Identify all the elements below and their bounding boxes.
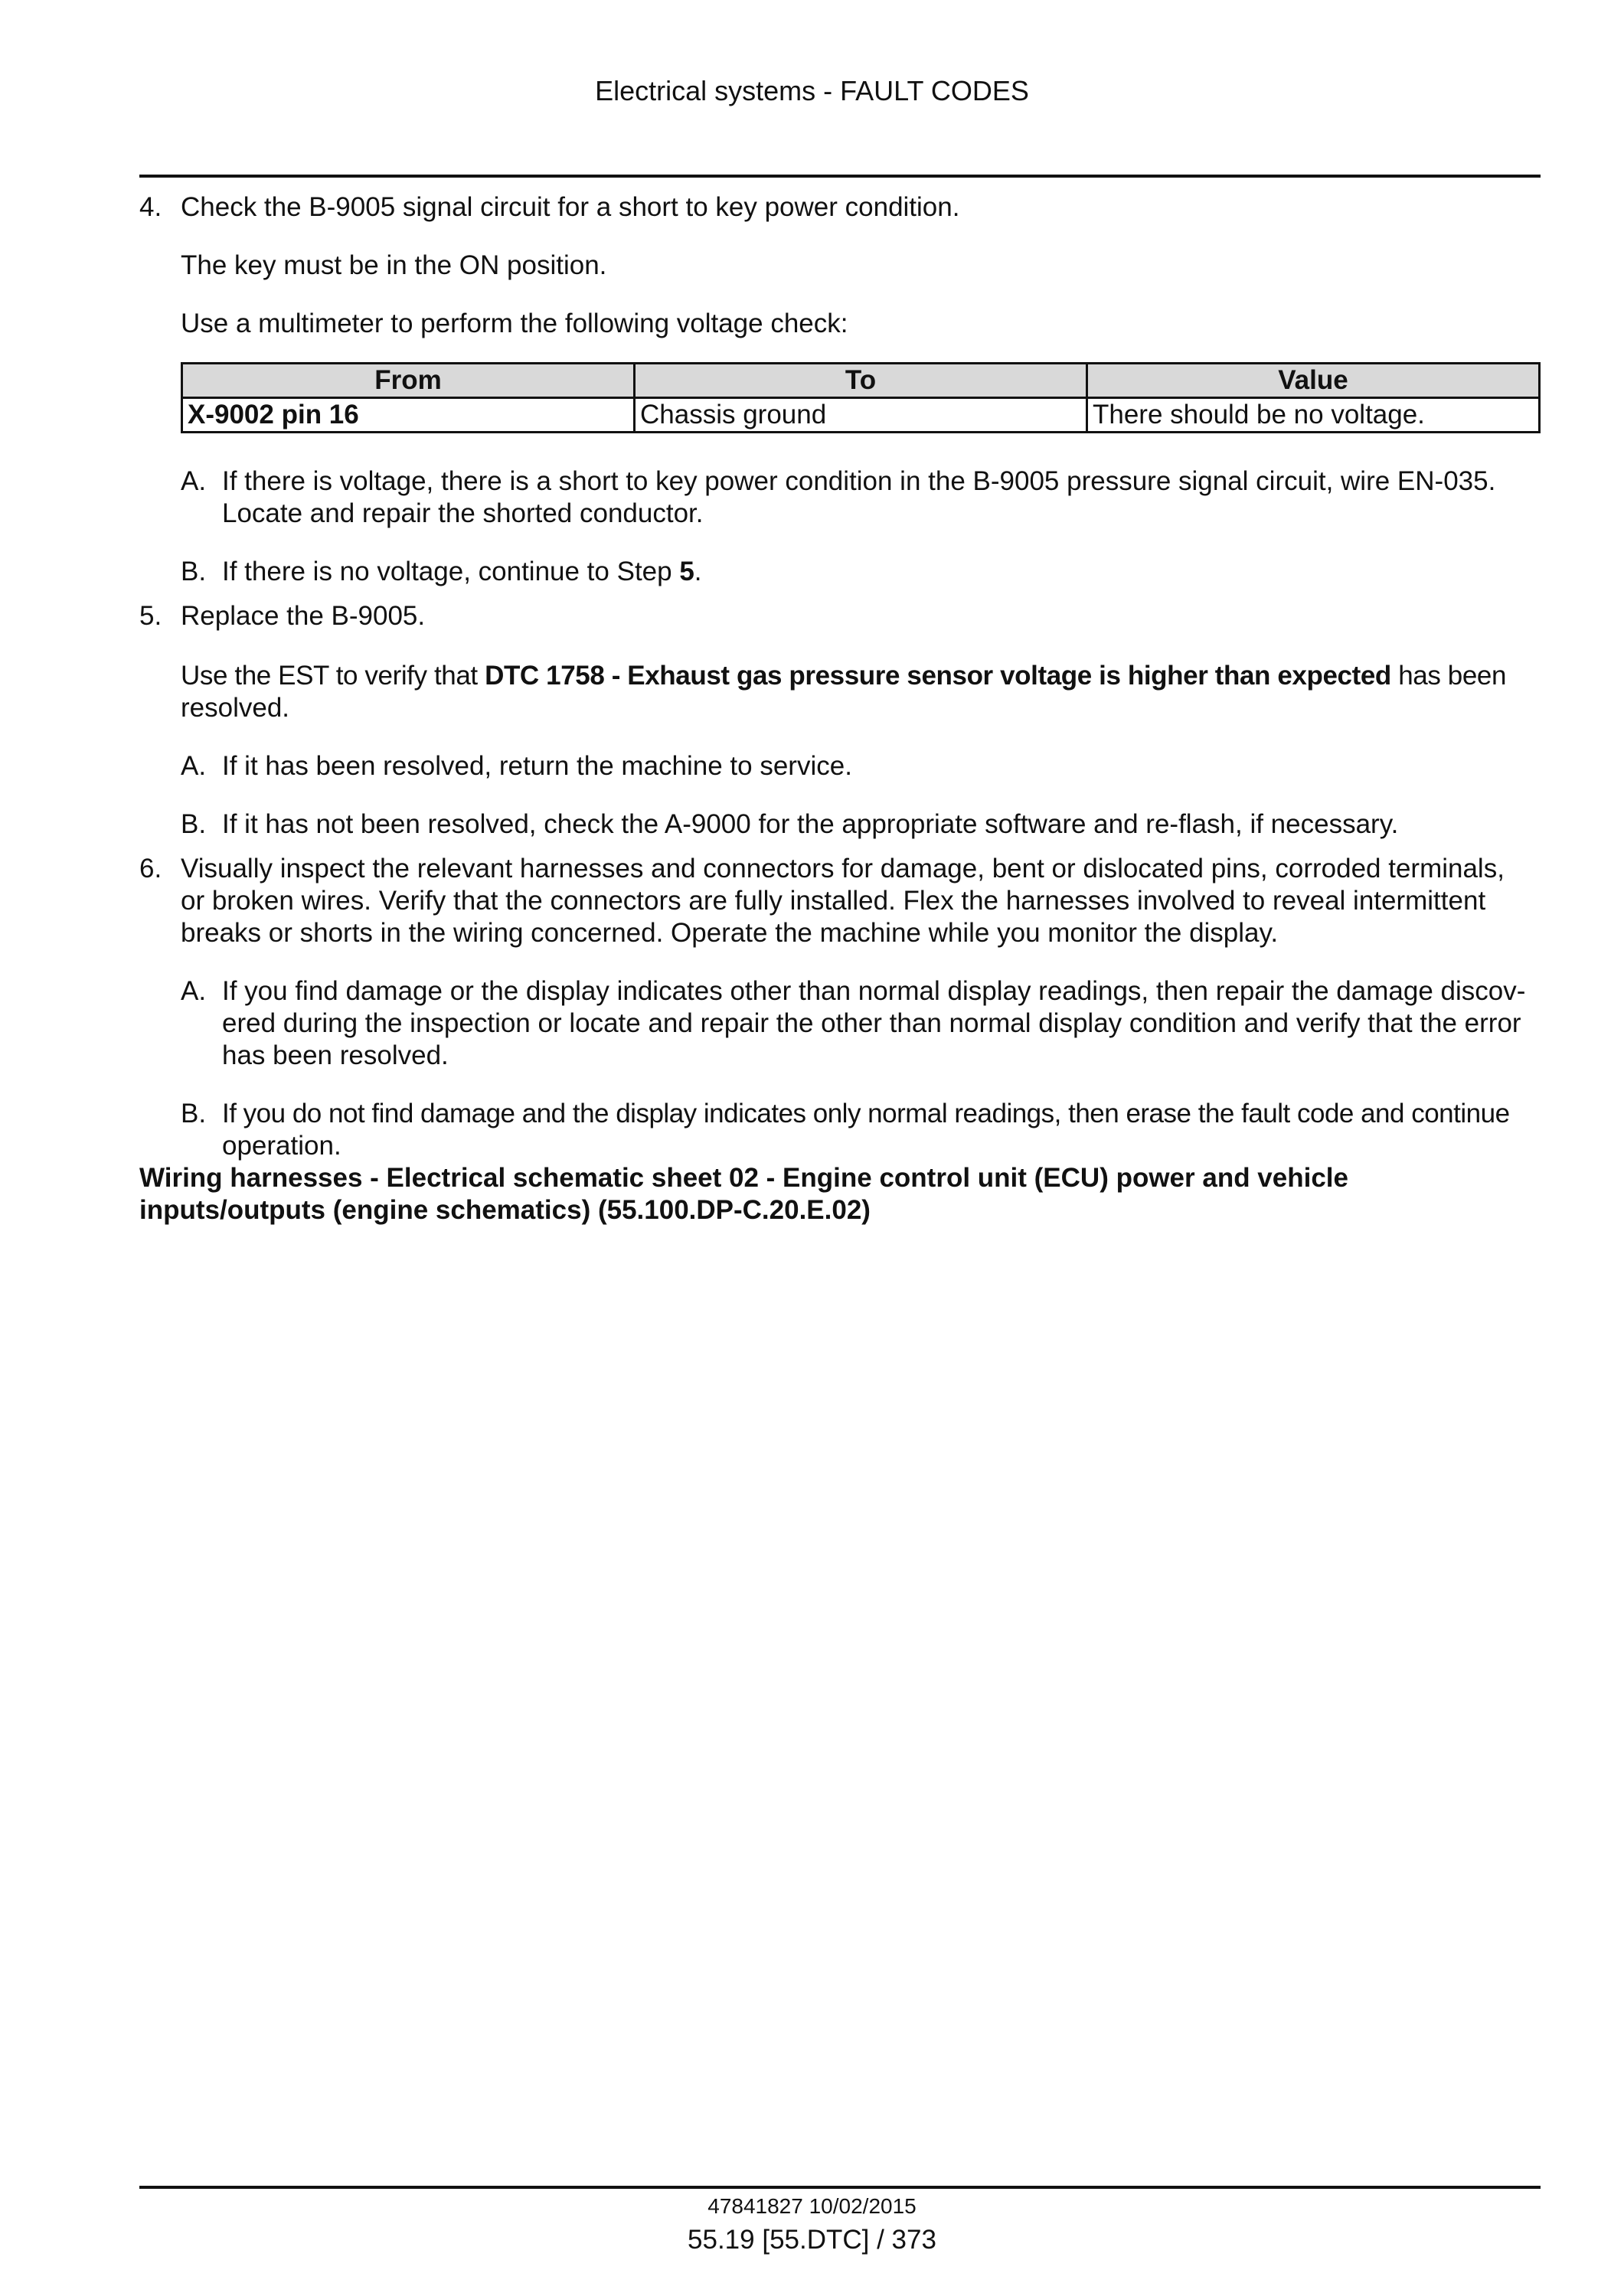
page-number: 55.19 [55.DTC] / 373 — [688, 2225, 936, 2255]
step-6a-line-2: ered during the inspection or locate and repair the other than normal display condition and verify that the error — [222, 1008, 1521, 1038]
step-5-verify-line-1: Use the EST to verify that DTC 1758 - Exhaust gas pressure sensor voltage is higher than expected has been — [181, 661, 1507, 691]
step-4a-label: A. — [181, 466, 207, 496]
table-row — [182, 398, 1540, 433]
step-6b-line-1: If you do not find damage and the display indicates only normal readings, then erase the fault code and continue — [222, 1099, 1510, 1128]
step-4a-line-1: If there is voltage, there is a short to key power condition in the B-9005 pressure signal circuit, wire EN-035. — [222, 466, 1496, 496]
table-header-from: From — [182, 364, 635, 398]
step-6a-label: A. — [181, 976, 207, 1006]
step-4-multimeter-note: Use a multimeter to perform the following voltage check: — [181, 309, 848, 338]
table-cell-from: X-9002 pin 16 — [182, 398, 635, 433]
table-cell-value: There should be no voltage. — [1087, 398, 1540, 433]
header-divider — [139, 175, 1541, 178]
step-4b-label: B. — [181, 557, 207, 586]
step-6b-label: B. — [181, 1099, 207, 1128]
voltage-check-table — [181, 362, 1541, 433]
step-5a-label: A. — [181, 751, 207, 781]
page-header-title: Electrical systems - FAULT CODES — [595, 75, 1029, 106]
step-5b-label: B. — [181, 809, 207, 839]
step-6b-line-2: operation. — [222, 1131, 341, 1161]
step-6-number: 6. — [139, 854, 162, 883]
footer-divider — [139, 2186, 1541, 2189]
schematic-reference-line-2[interactable]: inputs/outputs (engine schematics) (55.100.DP-C.20.E.02) — [139, 1195, 871, 1225]
step-6a-line-3: has been resolved. — [222, 1040, 449, 1070]
step-6-line-3: breaks or shorts in the wiring concerned. Operate the machine while you monitor the display. — [181, 918, 1279, 948]
step-5-verify-line-2: resolved. — [181, 693, 290, 723]
dtc-title: DTC 1758 - Exhaust gas pressure sensor voltage is higher than expected — [485, 661, 1391, 691]
document-code: 47841827 10/02/2015 — [707, 2194, 917, 2218]
table-header-row — [182, 364, 1540, 398]
step-4a-line-2: Locate and repair the shorted conductor. — [222, 498, 704, 528]
table-header-to: To — [635, 364, 1087, 398]
step-4-number: 4. — [139, 192, 162, 222]
step-6-line-1: Visually inspect the relevant harnesses and connectors for damage, bent or dislocated pins, corroded terminals, — [181, 854, 1505, 883]
step-5-text: Replace the B-9005. — [181, 601, 426, 631]
step-6-line-2: or broken wires. Verify that the connectors are fully installed. Flex the harnesses involved to reveal intermittent — [181, 886, 1486, 916]
step-4b-text: If there is no voltage, continue to Step 5. — [222, 557, 702, 586]
step-4-text: Check the B-9005 signal circuit for a short to key power condition. — [181, 192, 960, 222]
step-4-key-note: The key must be in the ON position. — [181, 250, 607, 280]
step-5-number: 5. — [139, 601, 162, 631]
step-5a-text: If it has been resolved, return the machine to service. — [222, 751, 852, 781]
step-5b-text: If it has not been resolved, check the A-9000 for the appropriate software and re-flash, if necessary. — [222, 809, 1399, 839]
step-6a-line-1: If you find damage or the display indicates other than normal display readings, then repair the damage discov- — [222, 976, 1526, 1006]
step-ref-number: 5 — [679, 557, 694, 586]
table-header-value: Value — [1087, 364, 1540, 398]
schematic-reference-line-1[interactable]: Wiring harnesses - Electrical schematic sheet 02 - Engine control unit (ECU) power and vehicle — [139, 1163, 1348, 1193]
table-cell-to: Chassis ground — [635, 398, 1087, 433]
